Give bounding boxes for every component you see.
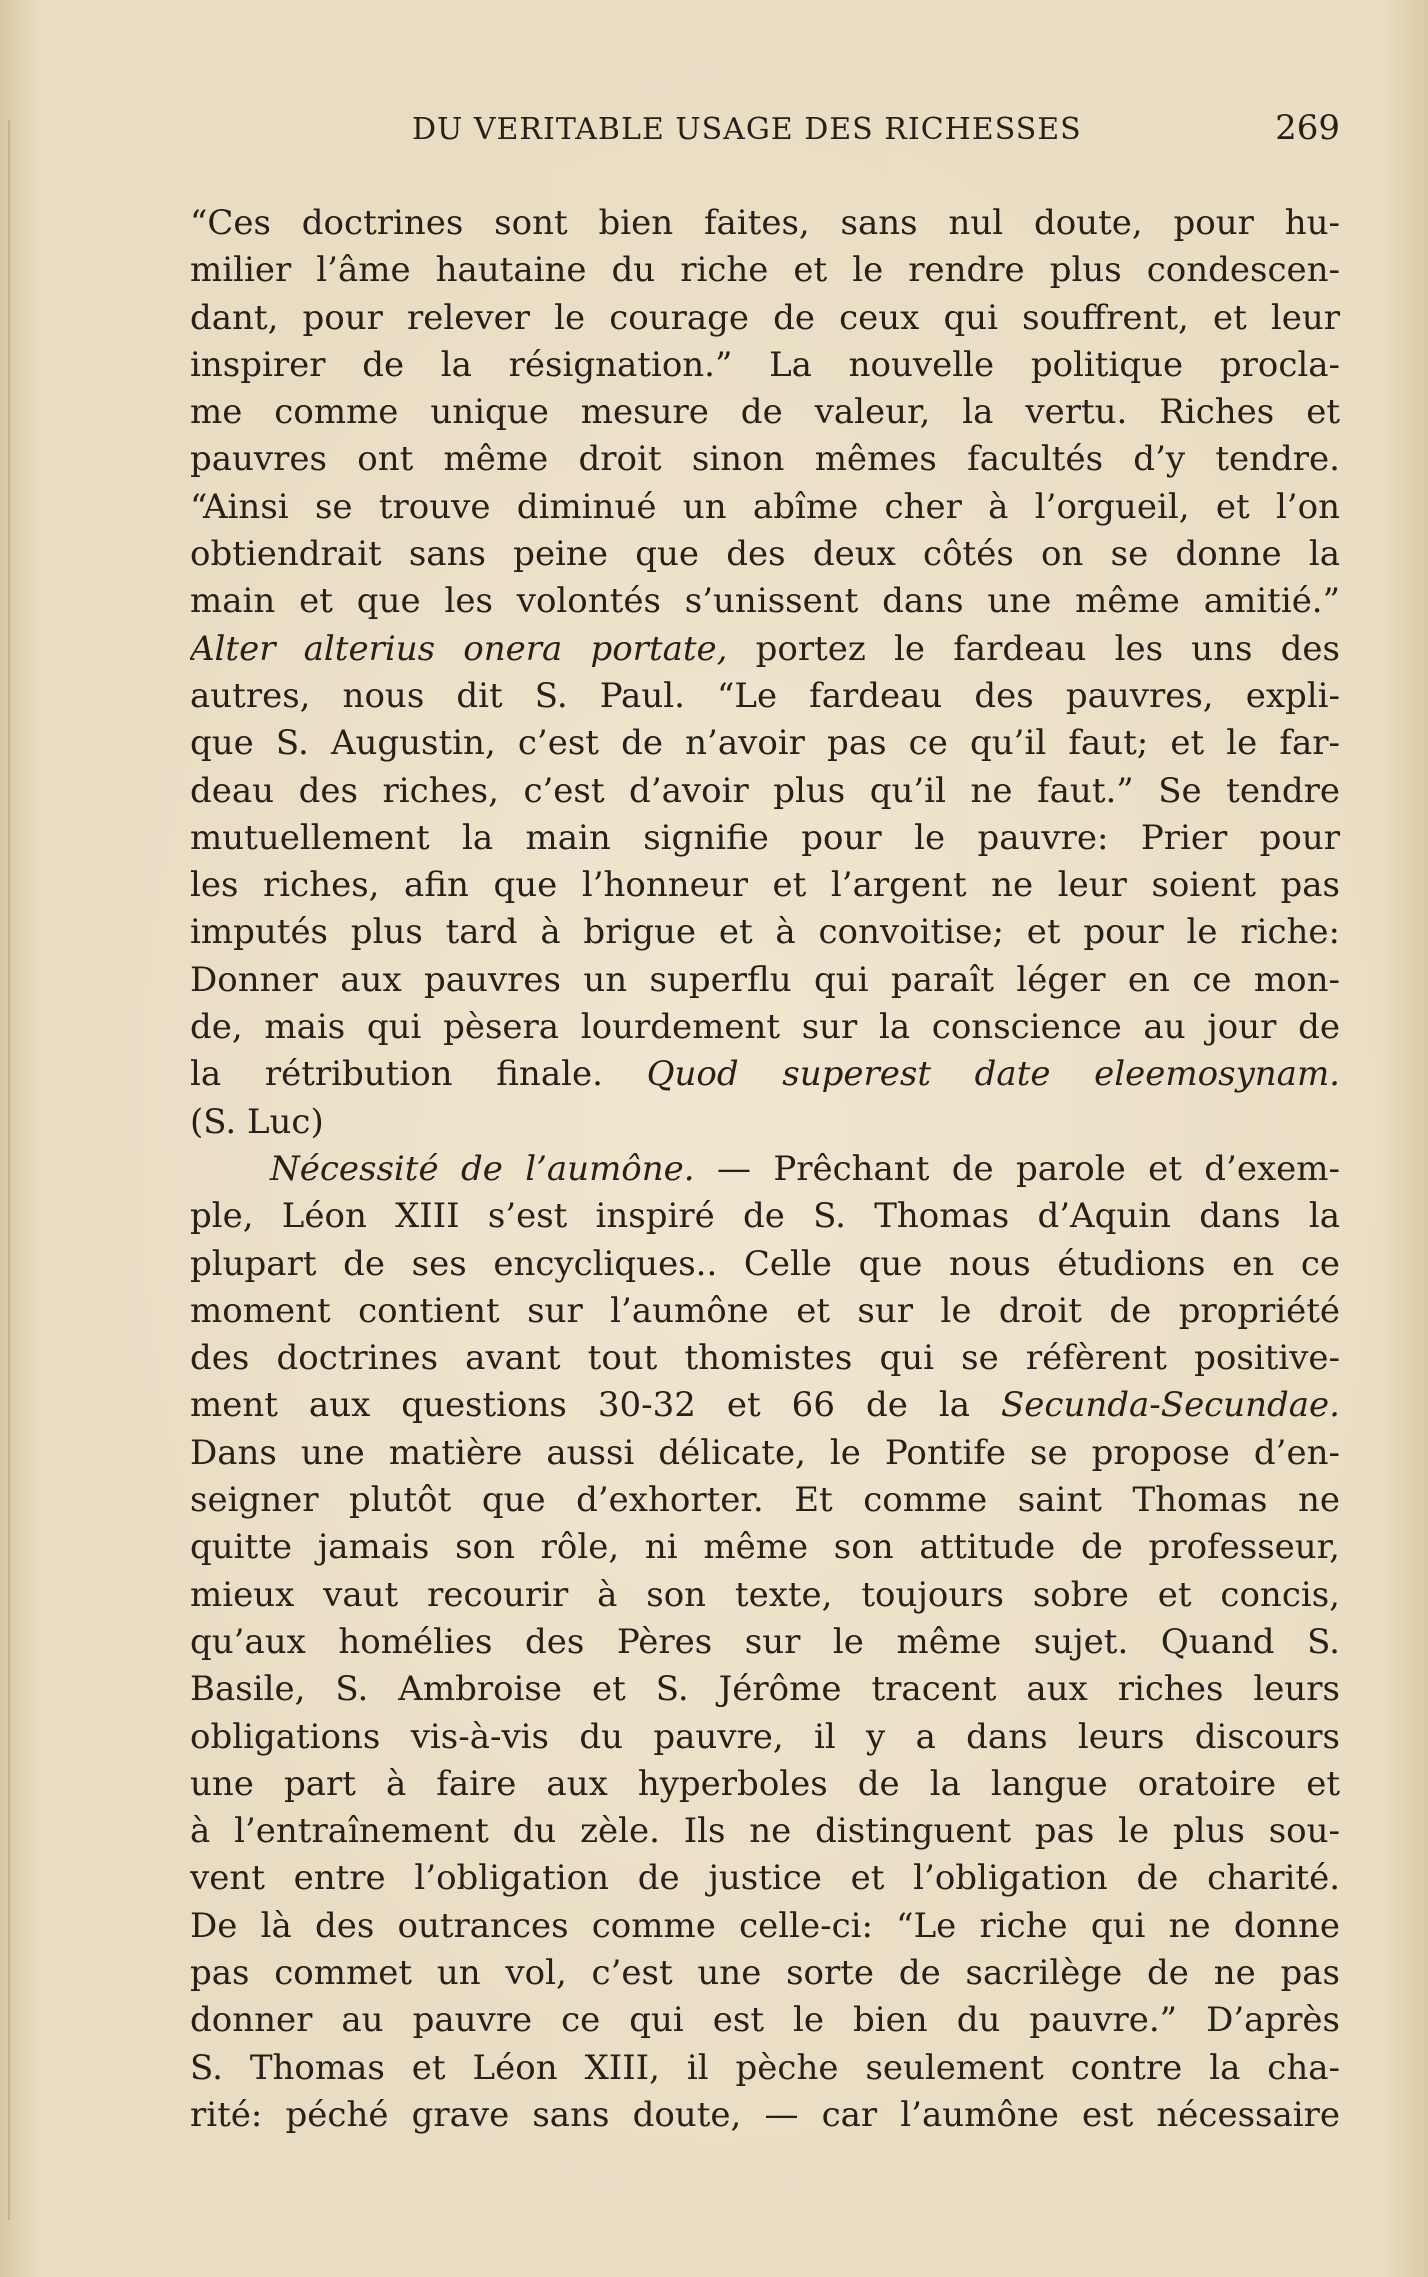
italic-text-segment: Secunda-Secundae. (1001, 1385, 1340, 1426)
text-segment: Basile, S. Ambroise et S. Jérôme tracent aux riches leurs (190, 1669, 1340, 1710)
text-segment: donner au pauvre ce qui est le bien du pauvre.” D’après (190, 2000, 1340, 2041)
text-line (190, 1430, 1340, 1477)
text-segment: (S. Luc) (190, 1101, 324, 1142)
text-segment: que S. Augustin, c’est de n’avoir pas ce qu’il faut; et le far- (190, 723, 1340, 764)
text-line (190, 909, 1340, 956)
text-line (190, 247, 1340, 294)
text-segment: pauvres ont même droit sinon mêmes facultés d’y tendre. (190, 439, 1340, 480)
text-line (190, 2092, 1340, 2139)
text-segment: deau des riches, c’est d’avoir plus qu’il ne faut.” Se tendre (190, 770, 1340, 811)
text-line (190, 484, 1340, 531)
text-segment: obtiendrait sans peine que des deux côtés on se donne la (190, 534, 1340, 575)
text-segment: “Ainsi se trouve diminué un abîme cher à l’orgueil, et l’on (190, 486, 1340, 527)
text-line (190, 626, 1340, 673)
page-header (190, 108, 1340, 162)
text-line (190, 1146, 1340, 1193)
text-line (190, 1808, 1340, 1855)
text-segment: rité: péché grave sans doute, — car l’aumône est nécessaire (190, 2094, 1340, 2135)
text-segment: des doctrines avant tout thomistes qui se réfèrent positive- (190, 1338, 1340, 1379)
text-line (190, 2045, 1340, 2092)
text-segment: vent entre l’obligation de justice et l’obligation de charité. (190, 1858, 1340, 1899)
text-segment: autres, nous dit S. Paul. “Le fardeau des pauvres, expli- (190, 675, 1340, 716)
body-text (190, 200, 1340, 2139)
text-line (190, 957, 1340, 1004)
text-segment: Donner aux pauvres un superflu qui paraît léger en ce mon- (190, 959, 1340, 1000)
text-line (190, 1335, 1340, 1382)
text-segment: main et que les volontés s’unissent dans une même amitié.” (190, 581, 1340, 622)
text-segment: pas commet un vol, c’est une sorte de sacrilège de ne pas (190, 1952, 1340, 1993)
text-line (190, 1666, 1340, 1713)
text-line (190, 1241, 1340, 1288)
text-line (190, 1051, 1340, 1098)
text-line (190, 1572, 1340, 1619)
text-line (190, 1714, 1340, 1761)
text-line (190, 768, 1340, 815)
text-line (190, 1099, 1340, 1146)
text-segment: “Ces doctrines sont bien faites, sans nul doute, pour hu- (190, 203, 1340, 243)
text-segment: obligations vis-à-vis du pauvre, il y a dans leurs discours (190, 1716, 1340, 1757)
text-line (190, 1193, 1340, 1240)
text-line (190, 1950, 1340, 1997)
text-line (190, 1382, 1340, 1429)
text-line (190, 1619, 1340, 1666)
text-line (190, 1288, 1340, 1335)
text-segment: De là des outrances comme celle-ci: “Le riche qui ne donne (190, 1905, 1340, 1946)
text-line (190, 720, 1340, 767)
text-line (190, 578, 1340, 625)
text-line (190, 295, 1340, 342)
text-segment: seigner plutôt que d’exhorter. Et comme saint Thomas ne (190, 1480, 1340, 1521)
italic-text-segment: Nécessité de l’aumône. (270, 1148, 695, 1189)
text-line (190, 531, 1340, 578)
italic-text-segment: Alter alterius onera portate, (190, 628, 728, 669)
text-line (190, 1855, 1340, 1902)
text-segment: Dans une matière aussi délicate, le Pontife se propose d’en- (190, 1432, 1340, 1473)
text-segment: mieux vaut recourir à son texte, toujours sobre et concis, (190, 1574, 1340, 1615)
text-segment: — Prêchant de parole et d’exem- (694, 1148, 1340, 1189)
text-segment: S. Thomas et Léon XIII, il pèche seulement contre la cha- (190, 2047, 1340, 2088)
text-segment: quitte jamais son rôle, ni même son attitude de professeur, (190, 1527, 1340, 1568)
page-number: 269 (1275, 108, 1340, 148)
text-segment: une part à faire aux hyperboles de la langue oratoire et (190, 1763, 1340, 1804)
text-line (190, 673, 1340, 720)
text-line (190, 342, 1340, 389)
text-line (190, 1761, 1340, 1808)
text-segment: portez le fardeau les uns des (727, 628, 1340, 669)
text-segment: inspirer de la résignation.” La nouvelle politique procla- (190, 344, 1340, 385)
text-segment: imputés plus tard à brigue et à convoitise; et pour le riche: (190, 912, 1340, 953)
text-line (190, 200, 1340, 247)
text-segment: me comme unique mesure de valeur, la vertu. Riches et (190, 392, 1340, 433)
text-segment: dant, pour relever le courage de ceux qui souffrent, et leur (190, 297, 1340, 338)
text-line (190, 1477, 1340, 1524)
text-segment: ple, Léon XIII s’est inspiré de S. Thomas d’Aquin dans la (190, 1196, 1340, 1237)
running-head: DU VERITABLE USAGE DES RICHESSES (412, 112, 1082, 147)
text-segment: ment aux questions 30-32 et 66 de la (190, 1385, 1001, 1426)
text-segment: moment contient sur l’aumône et sur le droit de propriété (190, 1290, 1340, 1331)
text-segment: à l’entraînement du zèle. Ils ne distinguent pas le plus sou- (190, 1811, 1340, 1852)
text-line (190, 436, 1340, 483)
text-line (190, 1004, 1340, 1051)
text-segment: plupart de ses encycliques.. Celle que nous étudions en ce (190, 1243, 1340, 1284)
text-segment: les riches, afin que l’honneur et l’argent ne leur soient pas (190, 865, 1340, 906)
text-line (190, 389, 1340, 436)
page-gutter-edge (8, 120, 10, 2220)
text-line (190, 1903, 1340, 1950)
text-segment: qu’aux homélies des Pères sur le même sujet. Quand S. (190, 1621, 1340, 1662)
text-segment: mutuellement la main signifie pour le pauvre: Prier pour (190, 817, 1340, 858)
text-segment: milier l’âme hautaine du riche et le rendre plus condescen- (190, 250, 1340, 291)
text-segment: la rétribution finale. (190, 1054, 647, 1095)
text-line (190, 1524, 1340, 1571)
italic-text-segment: Quod superest date eleemosynam. (646, 1054, 1340, 1095)
text-line (190, 815, 1340, 862)
text-line (190, 862, 1340, 909)
text-segment: de, mais qui pèsera lourdement sur la conscience au jour de (190, 1007, 1340, 1048)
text-line (190, 1997, 1340, 2044)
